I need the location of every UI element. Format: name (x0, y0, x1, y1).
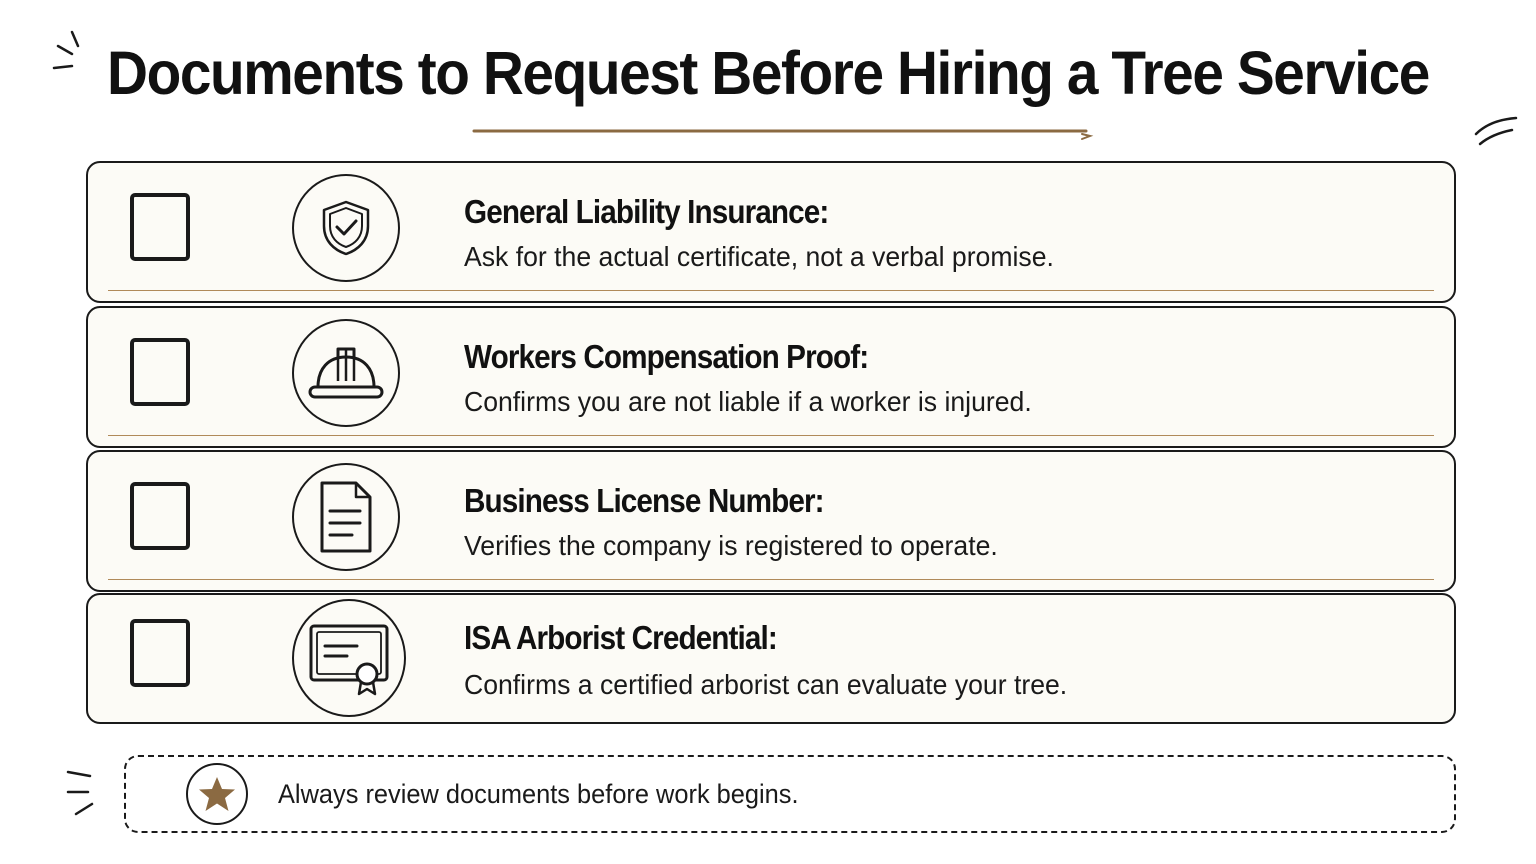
checklist-item-business-license (86, 450, 1456, 592)
item-heading: ISA Arborist Credential: (464, 619, 777, 656)
card-divider (108, 435, 1434, 436)
checkbox-workers-compensation[interactable] (130, 338, 190, 406)
swoosh-lines-top-right (1472, 112, 1522, 148)
reminder-note (124, 755, 1456, 833)
document-icon (292, 463, 400, 571)
checklist-item-workers-compensation (86, 306, 1456, 448)
item-heading: Workers Compensation Proof: (464, 338, 869, 375)
card-divider (108, 579, 1434, 580)
item-description: Ask for the actual certificate, not a verbal promise. (464, 241, 1054, 272)
reminder-text: Always review documents before work begins. (278, 779, 799, 809)
page-title: Documents to Request Before Hiring a Tree Service (107, 39, 1429, 107)
title-underline (472, 124, 1096, 144)
checklist-item-liability-insurance (86, 161, 1456, 303)
item-description: Confirms a certified arborist can evaluate your tree. (464, 669, 1068, 700)
star-icon (186, 763, 248, 825)
card-divider (108, 290, 1434, 291)
sparkle-lines-bottom-left (62, 764, 102, 820)
shield-check-icon (292, 174, 400, 282)
item-description: Confirms you are not liable if a worker is injured. (464, 386, 1032, 417)
hard-hat-icon (292, 319, 400, 427)
item-heading: General Liability Insurance: (464, 193, 829, 230)
item-description: Verifies the company is registered to operate. (464, 530, 998, 561)
checkbox-business-license[interactable] (130, 482, 190, 550)
checklist-item-isa-arborist (86, 593, 1456, 724)
checkbox-isa-arborist[interactable] (130, 619, 190, 687)
item-heading: Business License Number: (464, 482, 824, 519)
certificate-icon (292, 599, 406, 717)
checkbox-liability-insurance[interactable] (130, 193, 190, 261)
